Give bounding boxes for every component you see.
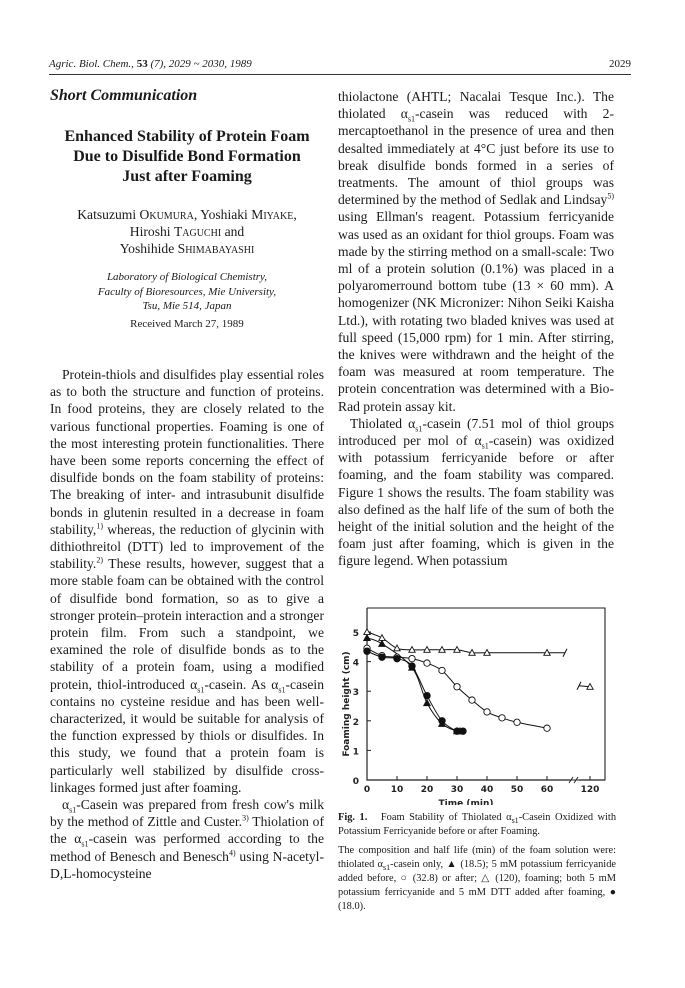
author-given: Yoshiaki [200, 207, 248, 222]
y-tick-label: 2 [352, 717, 359, 728]
open-circle-marker [409, 655, 415, 661]
open-circle-marker [424, 660, 430, 666]
filled-circle-marker [364, 648, 370, 654]
y-axis-label: Foaming height (cm) [342, 651, 352, 757]
x-tick-label: 60 [540, 785, 554, 795]
y-tick-label: 1 [352, 747, 359, 758]
received-date: Received March 27, 1989 [130, 317, 244, 330]
x-tick-label: 40 [480, 785, 494, 795]
page-number: 2029 [609, 58, 631, 70]
caption-body: The composition and half life (min) of the foam solution were: thiolated $\alpha_{s1}$-casein only, ▲ (18.5); 5 mM potassium ferricyanide added before, ○ (32.8) or after; △ (120), foaming; both 5 mM potassium ferricyanide and 5 mM DTT added after foaming, ● (18.0). [338, 845, 616, 912]
x-tick-label: 0 [363, 785, 371, 795]
paragraph: Protein-thiols and disulfides play essential roles as to both the structure and function of proteins. In food proteins, they are closely related to the various functional properties. Foaming is one of the most interesting protein functionalities. There have been some reports concerning the effect of disulfide bonds on the foam stability of proteins: The breaking of inter- and intrasubunit disulfide bonds in glutenin resulted in a decrease in foam stability,$^{1)}$ whereas, the reduction of glycinin with dithiothreitol (DTT) led to improvement of the stability.$^{2)}$ These results, however, suggest that a more stable foam can be obtained with the control of disulfide bond formation, so as to give a stronger protein–protein interaction and a stronger protein film. From such a standpoint, we examined the role of disulfide bonds as to the stability of a protein foam, using a modified protein, thiol-introduced $\alpha_{s1}$-casein. As $\alpha_{s1}$-casein contains no cysteine residue and has been well-characterized, it would be suitable for analysis of the function expressed by thiols or disulfides. In this study, we found that a protein foam is particularly well stabilized by disulfide cross-linkages formed just after foaming. [50, 367, 325, 795]
right-column-body [338, 88, 614, 570]
filled-triangle-marker [364, 635, 370, 641]
separator: , [193, 207, 201, 222]
author-given: Katsuzumi [77, 207, 137, 222]
open-circle-marker [514, 719, 520, 725]
left-column-body [50, 366, 324, 882]
title-line: Due to Disulfide Bond Formation [73, 148, 301, 165]
figure-1 [335, 605, 625, 805]
x-tick-label: 10 [390, 785, 404, 795]
filled-circle-marker [394, 655, 400, 661]
paragraph: Thiolated $\alpha_{s1}$-casein (7.51 mol of thiol groups introduced per mol of $\alpha_{s1}-casein$) was oxidized with potassium ferricyanide before or after foaming, and the foam stability was compared. Figure 1 shows the results. The foam stability was also defined as the half life of the sum of both the height of the initial solution and the height of the foam just after foaming, which is given in the figure legend. When potassium [338, 415, 614, 569]
y-tick-label: 5 [352, 629, 359, 639]
affiliation [50, 270, 324, 314]
author-family: Taguchi [173, 224, 222, 239]
journal-citation: Agric. Biol. Chem., 53 (7), 2029 ~ 2030, 1989 [49, 58, 252, 70]
affiliation-line: Faculty of Bioresources, Mie University, [97, 285, 277, 298]
y-tick-label: 0 [352, 777, 359, 787]
paragraph: $\alpha_{s1}$-Casein was prepared from fresh cow's milk by the method of Zittle and Custer.$^{3)}$ Thiolation of the $\alpha_{s1}$-casein was performed according to the method of Benesch and Benesch$^{4)}$ using N-acetyl-D,L-homocysteine [50, 797, 324, 881]
y-tick-label: 4 [352, 658, 359, 669]
separator: , [293, 207, 297, 222]
figure-caption [338, 811, 616, 914]
x-tick-label: 30 [450, 785, 464, 795]
open-circle-marker [499, 715, 505, 721]
y-tick-label: 3 [352, 688, 359, 699]
filled-circle-marker [379, 654, 385, 660]
affiliation-line: Tsu, Mie 514, Japan [142, 300, 232, 312]
title-line: Enhanced Stability of Protein Foam [64, 128, 310, 145]
filled-circle-marker [454, 728, 460, 734]
x-tick-label: 50 [510, 785, 524, 795]
open-circle-marker [439, 667, 445, 673]
open-circle-marker [544, 725, 550, 731]
author-list [50, 206, 324, 257]
separator: and [221, 224, 245, 239]
filled-circle-marker [424, 692, 430, 698]
filled-circle-marker [460, 728, 466, 734]
open-circle-marker [469, 697, 475, 703]
author-given: Yoshihide [119, 241, 175, 256]
section-label: Short Communication [50, 87, 198, 104]
author-given: Hiroshi [129, 224, 171, 239]
open-triangle-marker [394, 645, 400, 651]
x-tick-label: 20 [420, 785, 434, 795]
article-title [50, 127, 324, 187]
title-line: Just after Foaming [122, 168, 252, 185]
paragraph: thiolactone (AHTL; Nacalai Tesque Inc.). The thiolated $\alpha_{s1}$-casein was reduced with 2-mercaptoethanol in the presence of urea and then desalted immediately at 4°C just before its use to break disulfide bonds formed in a series of treatments. The amount of thiol groups was determined by the method of Sedlak and Lindsay$^{5)}$ using Ellman's reagent. Potassium ferricyanide was used as an oxidant for thiol groups. Foam was made by the stirring method on a small-scale: Two ml of a protein solution (0.1%) was placed in a polyaromerround bottom tube (13 × 60 mm). A homogenizer (NK Micronizer: Nihon Seiki Kaisha Ltd.), with rotating two bladed knives was used at full speed (15,000 rpm) for 1 min. After stirring, the knives were withdrawn and the height of the foam was measured at room temperature. The protein concentration was determined with a Bio-Rad protein assay kit. [338, 89, 614, 414]
running-head [49, 58, 631, 75]
series-line [367, 651, 463, 732]
x-tick-label: 120 [580, 785, 600, 795]
caption-title: Fig. 1. Foam Stability of Thiolated $\alpha_{s1}$-Casein Oxidized with Potassium Ferricyanide before or after Foaming. [338, 812, 617, 837]
author-family: Miyake [251, 207, 294, 222]
affiliation-line: Laboratory of Biological Chemistry, [106, 271, 268, 283]
x-axis-label: Time (min) [438, 799, 494, 805]
open-circle-marker [484, 709, 490, 715]
author-family: Okumura [139, 207, 194, 222]
author-family: Shimabayashi [177, 241, 255, 256]
filled-circle-marker [439, 718, 445, 724]
foam-stability-chart [335, 605, 625, 805]
open-triangle-marker [379, 635, 385, 641]
plot-frame [367, 608, 605, 780]
filled-circle-marker [409, 663, 415, 669]
filled-triangle-marker [379, 641, 385, 647]
open-circle-marker [454, 684, 460, 690]
left-column-header [50, 86, 324, 331]
